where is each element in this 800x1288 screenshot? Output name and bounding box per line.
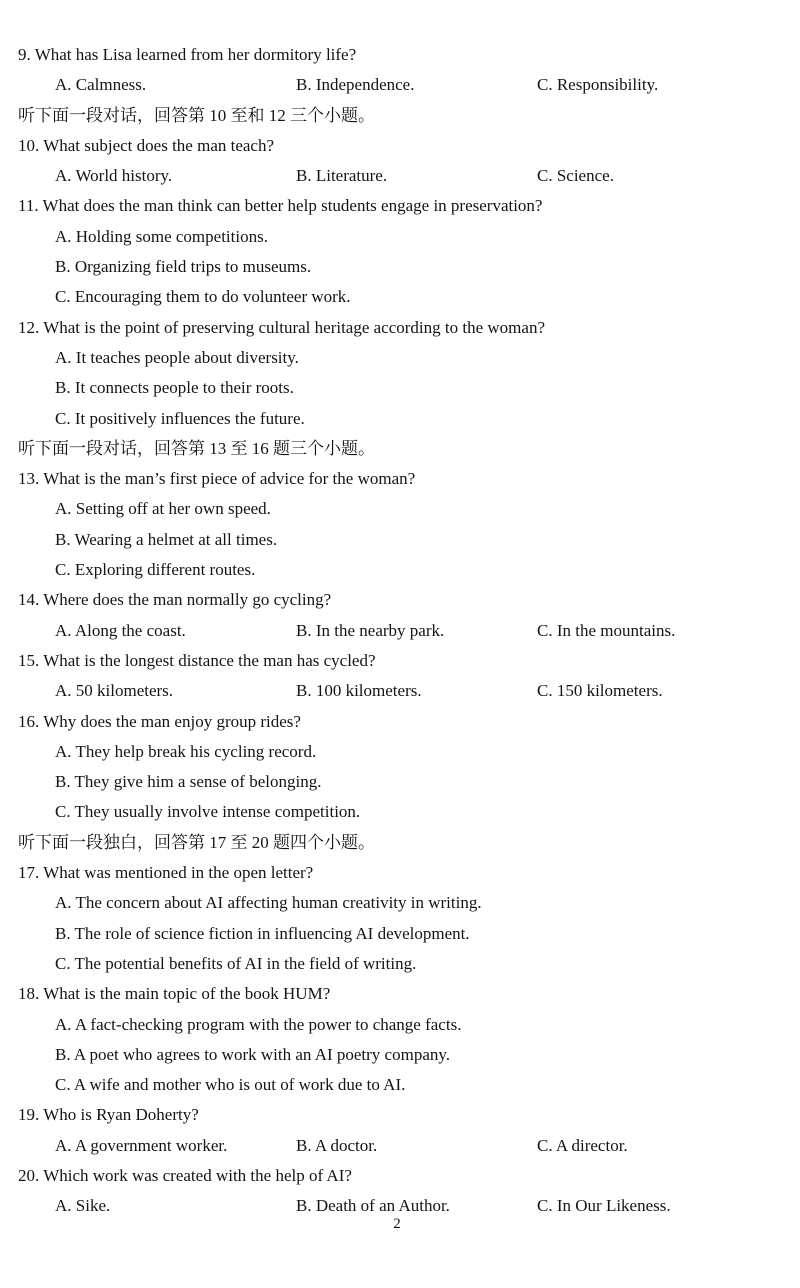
question-19: 19. Who is Ryan Doherty? [18,1105,199,1125]
option-q13-c: C. Exploring different routes. [55,560,256,580]
option-q11-a: A. Holding some competitions. [55,226,268,246]
question-11: 11. What does the man think can better help students engage in preservation? [18,196,543,216]
option-q19-c: C. A director. [537,1135,628,1155]
question-17: 17. What was mentioned in the open letter? [18,863,314,883]
option-q14-a: A. Along the coast. [55,620,186,640]
option-q18-c: C. A wife and mother who is out of work due to AI. [55,1075,406,1095]
option-q12-b: B. It connects people to their roots. [55,378,294,398]
option-q19-b: B. A doctor. [296,1135,378,1155]
option-q9-a: A. Calmness. [55,75,147,95]
option-q9-c: C. Responsibility. [537,75,659,95]
options-row-q19 [0,1131,800,1161]
option-q14-b: B. In the nearby park. [296,620,445,640]
option-q10-b: B. Literature. [296,166,388,186]
option-q20-a: A. Sike. [55,1196,111,1216]
question-20: 20. Which work was created with the help of AI? [18,1165,352,1185]
option-q16-b: B. They give him a sense of belonging. [55,772,322,792]
option-q20-c: C. In Our Likeness. [537,1196,671,1216]
question-12: 12. What is the point of preserving cultural heritage according to the woman? [18,317,545,337]
options-row-q14 [0,616,800,646]
option-q10-a: A. World history. [55,166,173,186]
option-q18-b: B. A poet who agrees to work with an AI poetry company. [55,1044,451,1064]
page-number: 2 [393,1216,401,1232]
option-q11-b: B. Organizing field trips to museums. [55,257,312,277]
section-instruction-1: 听下面一段对话，回答第 10 至和 12 三个小题。 [18,105,375,125]
option-q16-a: A. They help break his cycling record. [55,741,317,761]
option-q10-c: C. Science. [537,166,614,186]
option-q15-c: C. 150 kilometers. [537,681,663,701]
question-14: 14. Where does the man normally go cycling? [18,590,332,610]
question-9: 9. What has Lisa learned from her dormitory life? [18,45,357,64]
option-q14-c: C. In the mountains. [537,620,676,640]
option-q19-a: A. A government worker. [55,1135,228,1155]
options-row-q15 [0,676,800,706]
options-row-q9 [0,70,800,100]
option-q13-a: A. Setting off at her own speed. [55,499,271,519]
option-q17-b: B. The role of science fiction in influencing AI development. [55,923,470,943]
option-q12-c: C. It positively influences the future. [55,408,305,428]
option-q18-a: A. A fact-checking program with the power to change facts. [55,1014,462,1034]
option-q13-b: B. Wearing a helmet at all times. [55,529,278,549]
option-q16-c: C. They usually involve intense competition. [55,802,361,822]
question-10: 10. What subject does the man teach? [18,135,275,155]
section-instruction-3: 听下面一段独白，回答第 17 至 20 题四个小题。 [18,832,375,852]
option-q15-b: B. 100 kilometers. [296,681,422,701]
section-instruction-2: 听下面一段对话，回答第 13 至 16 题三个小题。 [18,438,375,458]
question-15: 15. What is the longest distance the man has cycled? [18,650,376,670]
question-13: 13. What is the man’s first piece of advice for the woman? [18,469,416,489]
option-q9-b: B. Independence. [296,75,415,95]
options-row-q10 [0,161,800,191]
option-q15-a: A. 50 kilometers. [55,681,174,701]
question-18: 18. What is the main topic of the book HUM? [18,984,331,1004]
option-q17-c: C. The potential benefits of AI in the field of writing. [55,953,417,973]
question-16: 16. Why does the man enjoy group rides? [18,711,301,731]
option-q17-a: A. The concern about AI affecting human creativity in writing. [55,893,482,913]
option-q12-a: A. It teaches people about diversity. [55,347,299,367]
option-q11-c: C. Encouraging them to do volunteer work. [55,287,351,307]
option-q20-b: B. Death of an Author. [296,1196,450,1216]
